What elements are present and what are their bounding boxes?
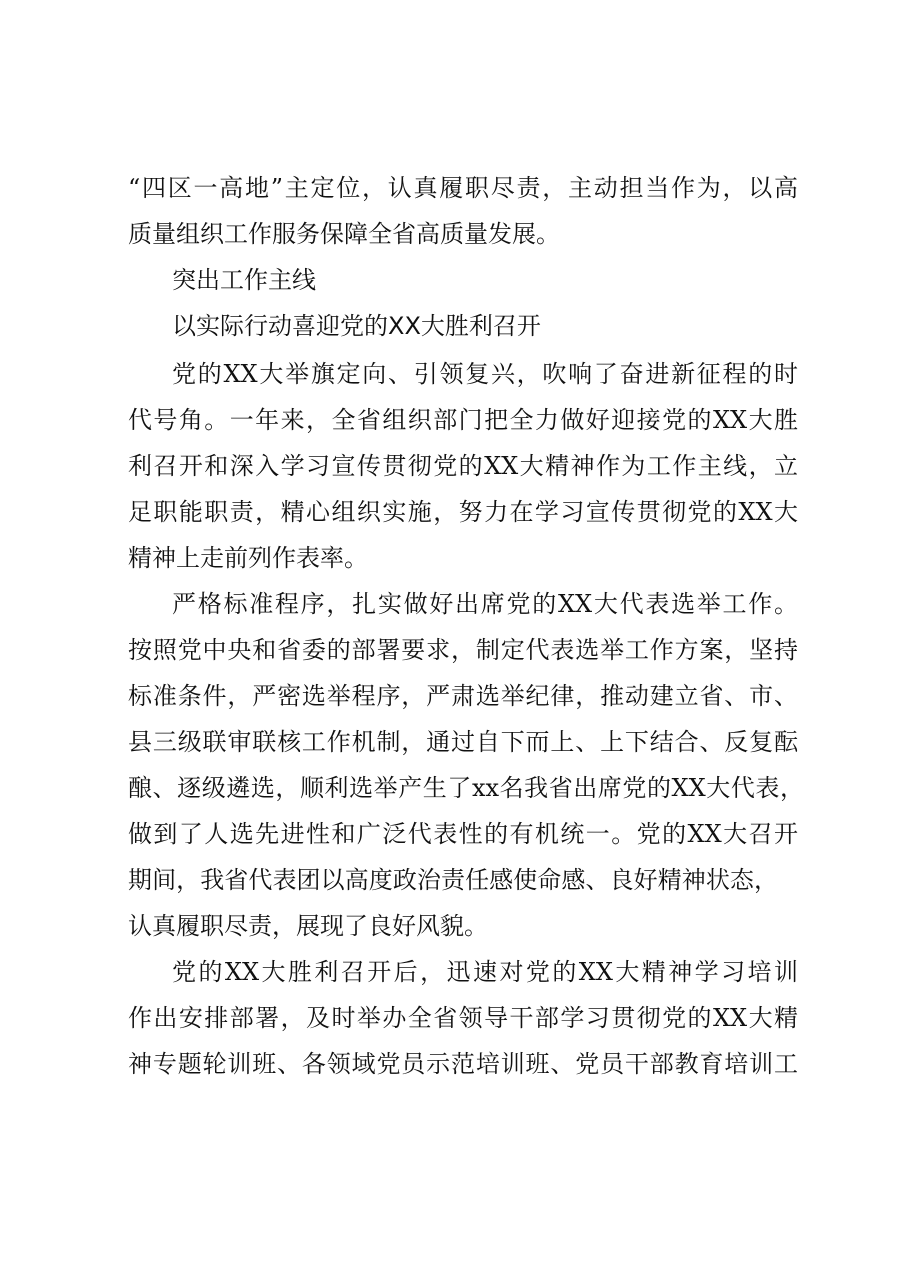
paragraph-line: 酿、逐级遴选，顺利选举产生了xx名我省出席党的XX大代表， — [128, 774, 804, 802]
paragraph-line: 利召开和深入学习宣传贯彻党的XX大精神作为工作主线，立 — [128, 452, 798, 480]
section-heading: 突出工作主线 — [172, 266, 316, 294]
paragraph-line: 期间，我省代表团以高度政治责任感使命感、良好精神状态， — [128, 866, 778, 894]
paragraph-line: 县三级联审联核工作机制，通过自下而上、上下结合、反复酝 — [128, 728, 798, 756]
paragraph-line: 质量组织工作服务保障全省高质量发展。 — [128, 220, 560, 248]
paragraph-line: “四区一高地”主定位，认真履职尽责，主动担当作为，以高 — [128, 174, 798, 202]
paragraph-line: 精神上走前列作表率。 — [128, 544, 368, 572]
paragraph-line: 作出安排部署，及时举办全省领导干部学习贯彻党的XX大精 — [128, 1004, 798, 1032]
paragraph-line: 神专题轮训班、各领域党员示范培训班、党员干部教育培训工 — [128, 1050, 798, 1078]
paragraph-line: 足职能职责，精心组织实施，努力在学习宣传贯彻党的XX大 — [128, 498, 798, 526]
paragraph-line: 代号角。一年来，全省组织部门把全力做好迎接党的XX大胜 — [128, 406, 798, 434]
paragraph-line: 做到了人选先进性和广泛代表性的有机统一。党的XX大召开 — [128, 820, 798, 848]
section-subheading: 以实际行动喜迎党的XX大胜利召开 — [172, 312, 541, 340]
paragraph-line: 标准条件，严密选举程序，严肃选举纪律，推动建立省、市、 — [128, 682, 798, 710]
paragraph-line: 按照党中央和省委的部署要求，制定代表选举工作方案，坚持 — [128, 636, 798, 664]
paragraph-line: 严格标准程序，扎实做好出席党的XX大代表选举工作。 — [172, 590, 798, 618]
paragraph-line: 党的XX大胜利召开后，迅速对党的XX大精神学习培训 — [172, 958, 798, 986]
paragraph-line: 党的XX大举旗定向、引领复兴，吹响了奋进新征程的时 — [172, 360, 798, 388]
paragraph-line: 认真履职尽责，展现了良好风貌。 — [128, 912, 488, 940]
